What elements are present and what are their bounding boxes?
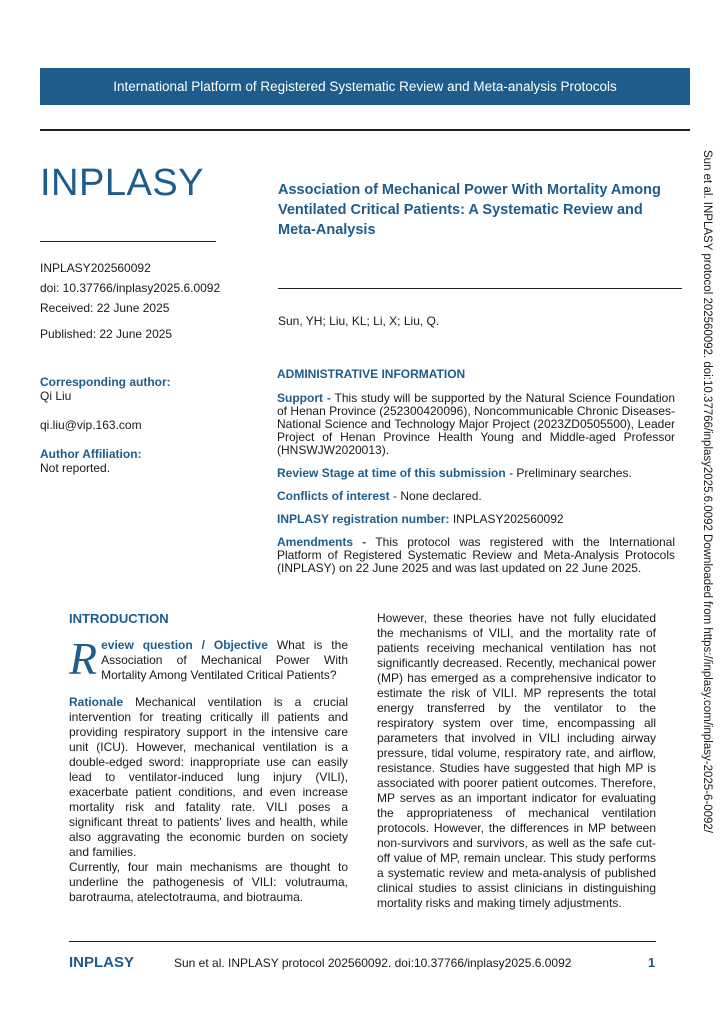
affiliation-value: Not reported. xyxy=(40,461,111,475)
title-rule xyxy=(278,288,682,289)
affiliation-label: Author Affiliation: xyxy=(40,447,142,461)
paper-title: Association of Mechanical Power With Mortality Among Ventilated Critical Patients: A Systematic Review and Meta-Analysis xyxy=(278,182,661,238)
corresponding-email[interactable]: qi.liu@vip.163.com xyxy=(40,418,142,432)
received-date: Received: 22 June 2025 xyxy=(40,301,170,315)
registration-number: INPLASY202560092 xyxy=(452,512,564,526)
review-question-text: What is the Association of Mechanical Power With Mortality Among Ventilated Critical Patients? xyxy=(101,638,348,682)
rationale-label: Rationale xyxy=(69,695,124,709)
support-label: Support - xyxy=(277,391,331,405)
stage-label: Review Stage at time of this submission xyxy=(277,466,506,480)
vertical-side-citation: Sun et al. INPLASY protocol 202560092. doi:10.37766/inplasy2025.6.0092 Downloaded from https://inplasy.com/inplasy-2025-6-0092/ xyxy=(701,150,713,833)
author-list: Sun, YH; Liu, KL; Li, X; Liu, Q. xyxy=(278,314,440,328)
admin-heading: ADMINISTRATIVE INFORMATION xyxy=(277,367,466,381)
inplasy-logo: INPLASY xyxy=(40,162,205,204)
top-rule xyxy=(40,129,690,131)
page-number: 1 xyxy=(648,955,656,970)
stage-text: - Preliminary searches. xyxy=(509,466,632,480)
corresponding-author-label: Corresponding author: xyxy=(40,375,171,389)
doi[interactable]: doi: 10.37766/inplasy2025.6.0092 xyxy=(40,281,221,295)
rationale-text: Mechanical ventilation is a crucial intervention for treating critically ill patients and providing respiratory support in the intensive care unit (ICU). However, mechanical ventilation is a double-edged sword: inappropriate use can easily lead to ventilator-induced lung injury (VILI), exacerbate patient conditions, and even increase mortality risk and fatality rate. VILI poses a significant threat to patients' lives and health, while also aggravating the economic burden on society and families. xyxy=(69,695,348,859)
review-question-paragraph xyxy=(69,633,348,684)
footer-logo: INPLASY xyxy=(69,954,135,971)
registration-label: INPLASY registration number: xyxy=(277,512,450,526)
mechanisms-paragraph: Currently, four main mechanisms are thought to underline the pathogenesis of VILI: volutrauma, barotrauma, atelectotrauma, and biotrauma. xyxy=(69,860,348,904)
support-paragraph xyxy=(277,392,675,457)
introduction-heading: INTRODUCTION xyxy=(69,611,169,626)
administrative-information xyxy=(277,368,675,585)
stage-paragraph xyxy=(277,467,675,480)
registration-id: INPLASY202560092 xyxy=(40,261,151,275)
corresponding-author-name: Qi Liu xyxy=(40,389,72,403)
support-text: This study will be supported by the Natural Science Foundation of Henan Province (252300420096), Noncommunicable Chronic Diseases-National Science and Technology Major Project (2023ZD0505500), Leader Project of Henan Province Health Young and Middle-aged Professor (HNSWJW2020013). xyxy=(277,391,675,457)
conflicts-paragraph xyxy=(277,490,675,503)
published-date: Published: 22 June 2025 xyxy=(40,327,173,341)
rationale-paragraph xyxy=(69,695,348,860)
header-banner: International Platform of Registered Systematic Review and Meta-analysis Protocols xyxy=(40,68,690,105)
logo-rule xyxy=(40,241,216,242)
amendments-text: This protocol was registered with the International Platform of Registered Systematic Review and Meta-Analysis Protocols (INPLASY) on 22 June 2025 and was last updated on 22 June 2025. xyxy=(277,535,676,575)
footer-rule xyxy=(69,941,656,942)
intro-column-1 xyxy=(69,611,348,905)
amendments-paragraph xyxy=(277,536,675,575)
footer-citation: Sun et al. INPLASY protocol 202560092. doi:10.37766/inplasy2025.6.0092 xyxy=(174,956,572,970)
mp-paragraph: However, these theories have not fully elucidated the mechanisms of VILI, and the mortality rate of patients receiving mechanical ventilation has not significantly decreased. Recently, mechanical power (MP) has emerged as a comprehensive indicator to estimate the risk of VILI. MP represents the total energy transferred by the ventilator to the respiratory system over time, encompassing all parameters that involved in VILI including airway pressure, tidal volume, respiratory rate, and airflow, resistance. Studies have suggested that high MP is associated with poorer patient outcomes. Therefore, MP serves as an important indicator for evaluating the appropriateness of mechanical ventilation protocols. However, the differences in MP between non-survivors and survivors, as well as the safe cut-off value of MP, remain unclear. This study performs a systematic review and meta-analysis of published clinical studies to assist clinicians in distinguishing mortality risks and making timely adjustments. xyxy=(377,611,656,910)
intro-column-2 xyxy=(377,611,656,911)
registration-paragraph xyxy=(277,513,675,526)
conflicts-label: Conflicts of interest xyxy=(277,489,390,503)
amendments-label: Amendments - xyxy=(277,535,367,549)
drop-cap: R xyxy=(69,633,98,684)
review-question-label: eview question / Objective xyxy=(101,638,268,652)
conflicts-text: - None declared. xyxy=(393,489,482,503)
